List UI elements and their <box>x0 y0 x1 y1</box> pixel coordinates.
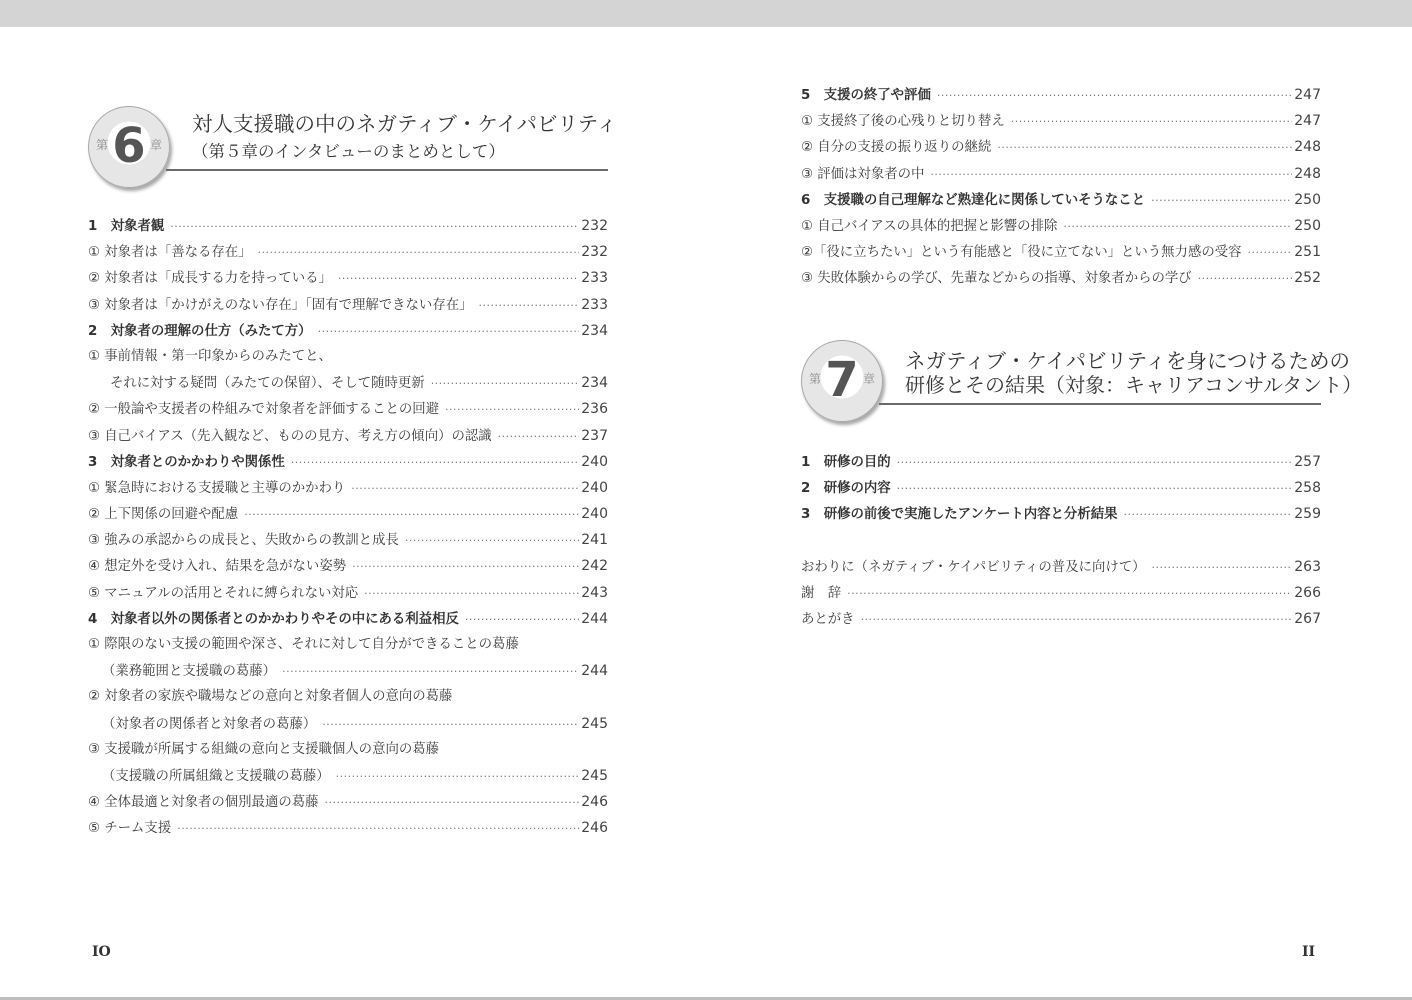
toc-entry <box>801 187 1321 213</box>
chapter-number: 6 <box>112 118 146 174</box>
toc-entry-title: ③ 評価は対象者の中 <box>801 166 925 182</box>
toc-entry-page: 240 <box>581 479 608 496</box>
toc-entry-page: 247 <box>1294 113 1321 130</box>
dot-leader <box>498 424 580 450</box>
dot-leader <box>351 476 579 502</box>
toc-entry <box>88 396 608 422</box>
toc-entry-page: 232 <box>581 218 608 234</box>
toc-entry <box>88 501 608 527</box>
top-gray-bar <box>0 0 1412 27</box>
dot-leader <box>861 607 1293 633</box>
toc-entry <box>801 213 1321 239</box>
dot-leader <box>1248 240 1293 266</box>
toc-entry-page: 236 <box>581 401 608 418</box>
toc-entry-page: 243 <box>581 584 608 601</box>
page-number-left: IO <box>92 944 111 960</box>
dot-leader <box>244 502 579 528</box>
toc-entry-title: ② 対象者の家族や職場などの意向と対象者個人の意向の葛藤 <box>88 689 453 705</box>
toc-entry-page: 233 <box>581 296 608 313</box>
chapter-subtitle: 研修とその結果（対象：キャリアコンサルタント） <box>905 373 1363 397</box>
dot-leader <box>1151 188 1292 214</box>
dot-leader <box>1198 266 1293 292</box>
toc-entry <box>88 711 608 737</box>
toc-entry-page: 246 <box>581 794 608 811</box>
chapter-title: 対人支援職の中のネガティブ・ケイパビリティ <box>192 112 617 136</box>
toc-entry <box>88 213 608 239</box>
toc-entry-title: あとがき <box>801 612 855 628</box>
dot-leader <box>431 371 580 397</box>
toc-entry <box>801 239 1321 265</box>
chapter-7-badge <box>801 340 883 422</box>
toc-entry-title: 1 対象者観 <box>88 219 165 234</box>
toc-entry <box>88 553 608 579</box>
toc-entry <box>88 815 608 841</box>
toc-entry-page: 257 <box>1294 454 1321 470</box>
toc-entry <box>801 501 1321 527</box>
dot-leader <box>897 476 1293 502</box>
dot-leader <box>282 659 579 685</box>
toc-entry <box>801 606 1321 632</box>
toc-entry-title: ① 自己バイアスの具体的把握と影響の排除 <box>801 218 1058 234</box>
toc-entry-title: 3 研修の前後で実施したアンケート内容と分析結果 <box>801 507 1118 523</box>
toc-entry-title: 2 研修の内容 <box>801 481 891 497</box>
toc-entry-title: ② 一般論や支援者の枠組みで対象者を評価することの回避 <box>88 402 440 418</box>
toc-list-chapter-7 <box>801 449 1321 528</box>
dot-leader <box>364 581 579 607</box>
dot-leader <box>937 83 1292 109</box>
toc-entry <box>88 475 608 501</box>
toc-entry-page: 234 <box>581 322 608 339</box>
toc-entry-title: ⑤ チーム支援 <box>88 821 172 837</box>
toc-entry-page: 248 <box>1294 139 1321 156</box>
toc-entry <box>88 318 608 344</box>
chapter-6-badge <box>88 106 170 188</box>
toc-entry <box>801 134 1321 160</box>
dot-leader <box>322 712 579 738</box>
toc-list-chapter-6-continued <box>801 82 1321 292</box>
toc-entry-title: ① 緊急時における支援職と主導のかかわり <box>88 480 346 496</box>
toc-entry <box>801 449 1321 475</box>
page-number-right: II <box>1302 944 1316 960</box>
toc-entry-page: 240 <box>581 453 608 470</box>
dot-leader <box>465 607 579 633</box>
chapter-dai-label: 第 <box>96 138 109 152</box>
toc-entry-page: 266 <box>1294 585 1321 602</box>
toc-entry-page: 250 <box>1294 191 1321 208</box>
dot-leader <box>318 319 580 345</box>
chapter-underline <box>166 169 608 171</box>
dot-leader <box>479 293 580 319</box>
toc-entry <box>801 108 1321 134</box>
toc-entry <box>88 423 608 449</box>
toc-entry-title: ④ 全体最適と対象者の個別最適の葛藤 <box>88 795 319 811</box>
toc-entry-page: 242 <box>581 558 608 575</box>
toc-entry-title: 6 支援職の自己理解など熟達化に関係していそうなこと <box>801 192 1146 208</box>
dot-leader <box>930 162 1292 188</box>
dot-leader <box>338 266 579 292</box>
toc-entry-title: 5 支援の終了や評価 <box>801 88 931 103</box>
toc-entry <box>88 527 608 553</box>
toc-entry-page: 258 <box>1294 480 1321 497</box>
toc-entry-title: ③ 自己バイアス（先入観など、ものの見方、考え方の傾向）の認識 <box>88 428 492 444</box>
chapter-7-heading <box>801 340 1363 436</box>
toc-entry <box>88 580 608 606</box>
toc-entry <box>801 265 1321 291</box>
chapter-number: 7 <box>825 352 859 408</box>
toc-entry <box>88 658 608 684</box>
toc-entry-title: （業務範囲と支援職の葛藤） <box>102 664 277 680</box>
toc-entry-title: （対象者の関係者と対象者の葛藤） <box>102 716 317 732</box>
toc-entry-page: 251 <box>1294 244 1321 261</box>
dot-leader <box>445 397 579 423</box>
chapter-subtitle: （第５章のインタビューのまとめとして） <box>192 142 505 161</box>
toc-entry <box>88 737 608 763</box>
dot-leader <box>170 214 579 240</box>
dot-leader <box>291 450 579 476</box>
toc-entry-page: 267 <box>1294 611 1321 628</box>
toc-entry-title: 3 対象者とのかかわりや関係性 <box>88 454 285 470</box>
toc-entry-page: 237 <box>581 427 608 444</box>
toc-entry <box>88 344 608 370</box>
toc-entry-title: ① 支援終了後の心残りと切り替え <box>801 114 1005 130</box>
toc-entry <box>88 789 608 815</box>
dot-leader <box>258 240 580 266</box>
dot-leader <box>325 790 580 816</box>
toc-entry-title: おわりに（ネガティブ・ケイパビリティの普及に向けて） <box>801 560 1146 575</box>
toc-entry <box>88 632 608 658</box>
toc-entry-page: 232 <box>581 244 608 261</box>
toc-entry-page: 259 <box>1294 506 1321 523</box>
toc-entry-title: 4 対象者以外の関係者とのかかわりやその中にある利益相反 <box>88 611 459 627</box>
toc-entry-page: 244 <box>581 610 608 627</box>
toc-entry-title: ③ 支援職が所属する組織の意向と支援職個人の意向の葛藤 <box>88 741 440 757</box>
toc-entry-title: ① 事前情報・第一印象からのみたてと、 <box>88 348 332 364</box>
chapter-underline <box>879 403 1321 405</box>
toc-list-back-matter <box>801 554 1321 633</box>
dot-leader <box>352 554 579 580</box>
toc-entry-page: 263 <box>1294 559 1321 575</box>
toc-entry-title: ④ 想定外を受け入れ、結果を急がない姿勢 <box>88 559 347 575</box>
toc-entry-title: ① 際限のない支援の範囲や深さ、それに対して自分ができることの葛藤 <box>88 637 519 652</box>
toc-entry-page: 245 <box>581 767 608 784</box>
toc-entry-page: 248 <box>1294 165 1321 182</box>
toc-entry <box>801 580 1321 606</box>
toc-entry-title: ② 上下関係の回避や配慮 <box>88 507 239 523</box>
toc-list-chapter-6 <box>88 213 608 842</box>
dot-leader <box>177 816 579 842</box>
toc-entry-title: ② 対象者は「成長する力を持っている」 <box>88 271 332 287</box>
toc-entry-page: 246 <box>581 820 608 837</box>
toc-entry <box>88 265 608 291</box>
toc-entry <box>801 161 1321 187</box>
toc-entry <box>801 554 1321 580</box>
toc-entry-title: ⑤ マニュアルの活用とそれに縛られない対応 <box>88 585 359 601</box>
toc-entry-page: 250 <box>1294 217 1321 234</box>
toc-entry <box>88 684 608 710</box>
dot-leader <box>1011 109 1293 135</box>
toc-entry-page: 240 <box>581 506 608 523</box>
toc-entry-title: ③ 強みの承認からの成長と、失敗からの教訓と成長 <box>88 533 399 549</box>
dot-leader <box>1124 502 1293 528</box>
toc-entry-title: それに対する疑問（みたての保留）、そして随時更新 <box>110 376 425 392</box>
toc-entry <box>88 449 608 475</box>
toc-entry-page: 252 <box>1294 270 1321 287</box>
toc-entry-title: ③ 対象者は「かけがえのない存在」「固有で理解できない存在」 <box>88 297 473 313</box>
toc-entry-title: ① 対象者は「善なる存在」 <box>88 245 252 261</box>
chapter-6-heading <box>88 106 617 202</box>
chapter-title: ネガティブ・ケイパビリティを身につけるための <box>905 349 1351 373</box>
toc-entry-title: 1 研修の目的 <box>801 455 891 470</box>
toc-entry-page: 247 <box>1294 87 1321 103</box>
toc-entry <box>88 606 608 632</box>
dot-leader <box>847 581 1292 607</box>
toc-entry-page: 241 <box>581 532 608 549</box>
dot-leader <box>405 528 579 554</box>
toc-entry-page: 234 <box>581 375 608 392</box>
toc-entry <box>801 82 1321 108</box>
chapter-sho-label: 章 <box>149 138 162 152</box>
toc-entry-title: ②「役に立ちたい」という有能感と「役に立てない」という無力感の受容 <box>801 245 1242 261</box>
toc-entry-title: ③ 失敗体験からの学び、先輩などからの指導、対象者からの学び <box>801 271 1192 287</box>
toc-entry <box>88 292 608 318</box>
toc-entry-page: 245 <box>581 715 608 732</box>
toc-entry-title: 2 対象者の理解の仕方（みたて方） <box>88 323 312 339</box>
toc-entry-title: ② 自分の支援の振り返りの継続 <box>801 140 992 156</box>
toc-entry <box>88 763 608 789</box>
chapter-dai-label: 第 <box>809 372 822 386</box>
chapter-sho-label: 章 <box>862 372 875 386</box>
toc-entry <box>88 370 608 396</box>
dot-leader <box>997 135 1292 161</box>
toc-entry-title: 謝 辞 <box>801 586 842 602</box>
dot-leader <box>1063 214 1292 240</box>
toc-entry-page: 244 <box>581 663 608 680</box>
dot-leader <box>897 450 1293 476</box>
dot-leader <box>336 764 580 790</box>
toc-entry <box>801 475 1321 501</box>
dot-leader <box>1152 555 1293 581</box>
toc-entry-page: 233 <box>581 270 608 287</box>
toc-entry <box>88 239 608 265</box>
toc-entry-title: （支援職の所属組織と支援職の葛藤） <box>102 768 330 784</box>
